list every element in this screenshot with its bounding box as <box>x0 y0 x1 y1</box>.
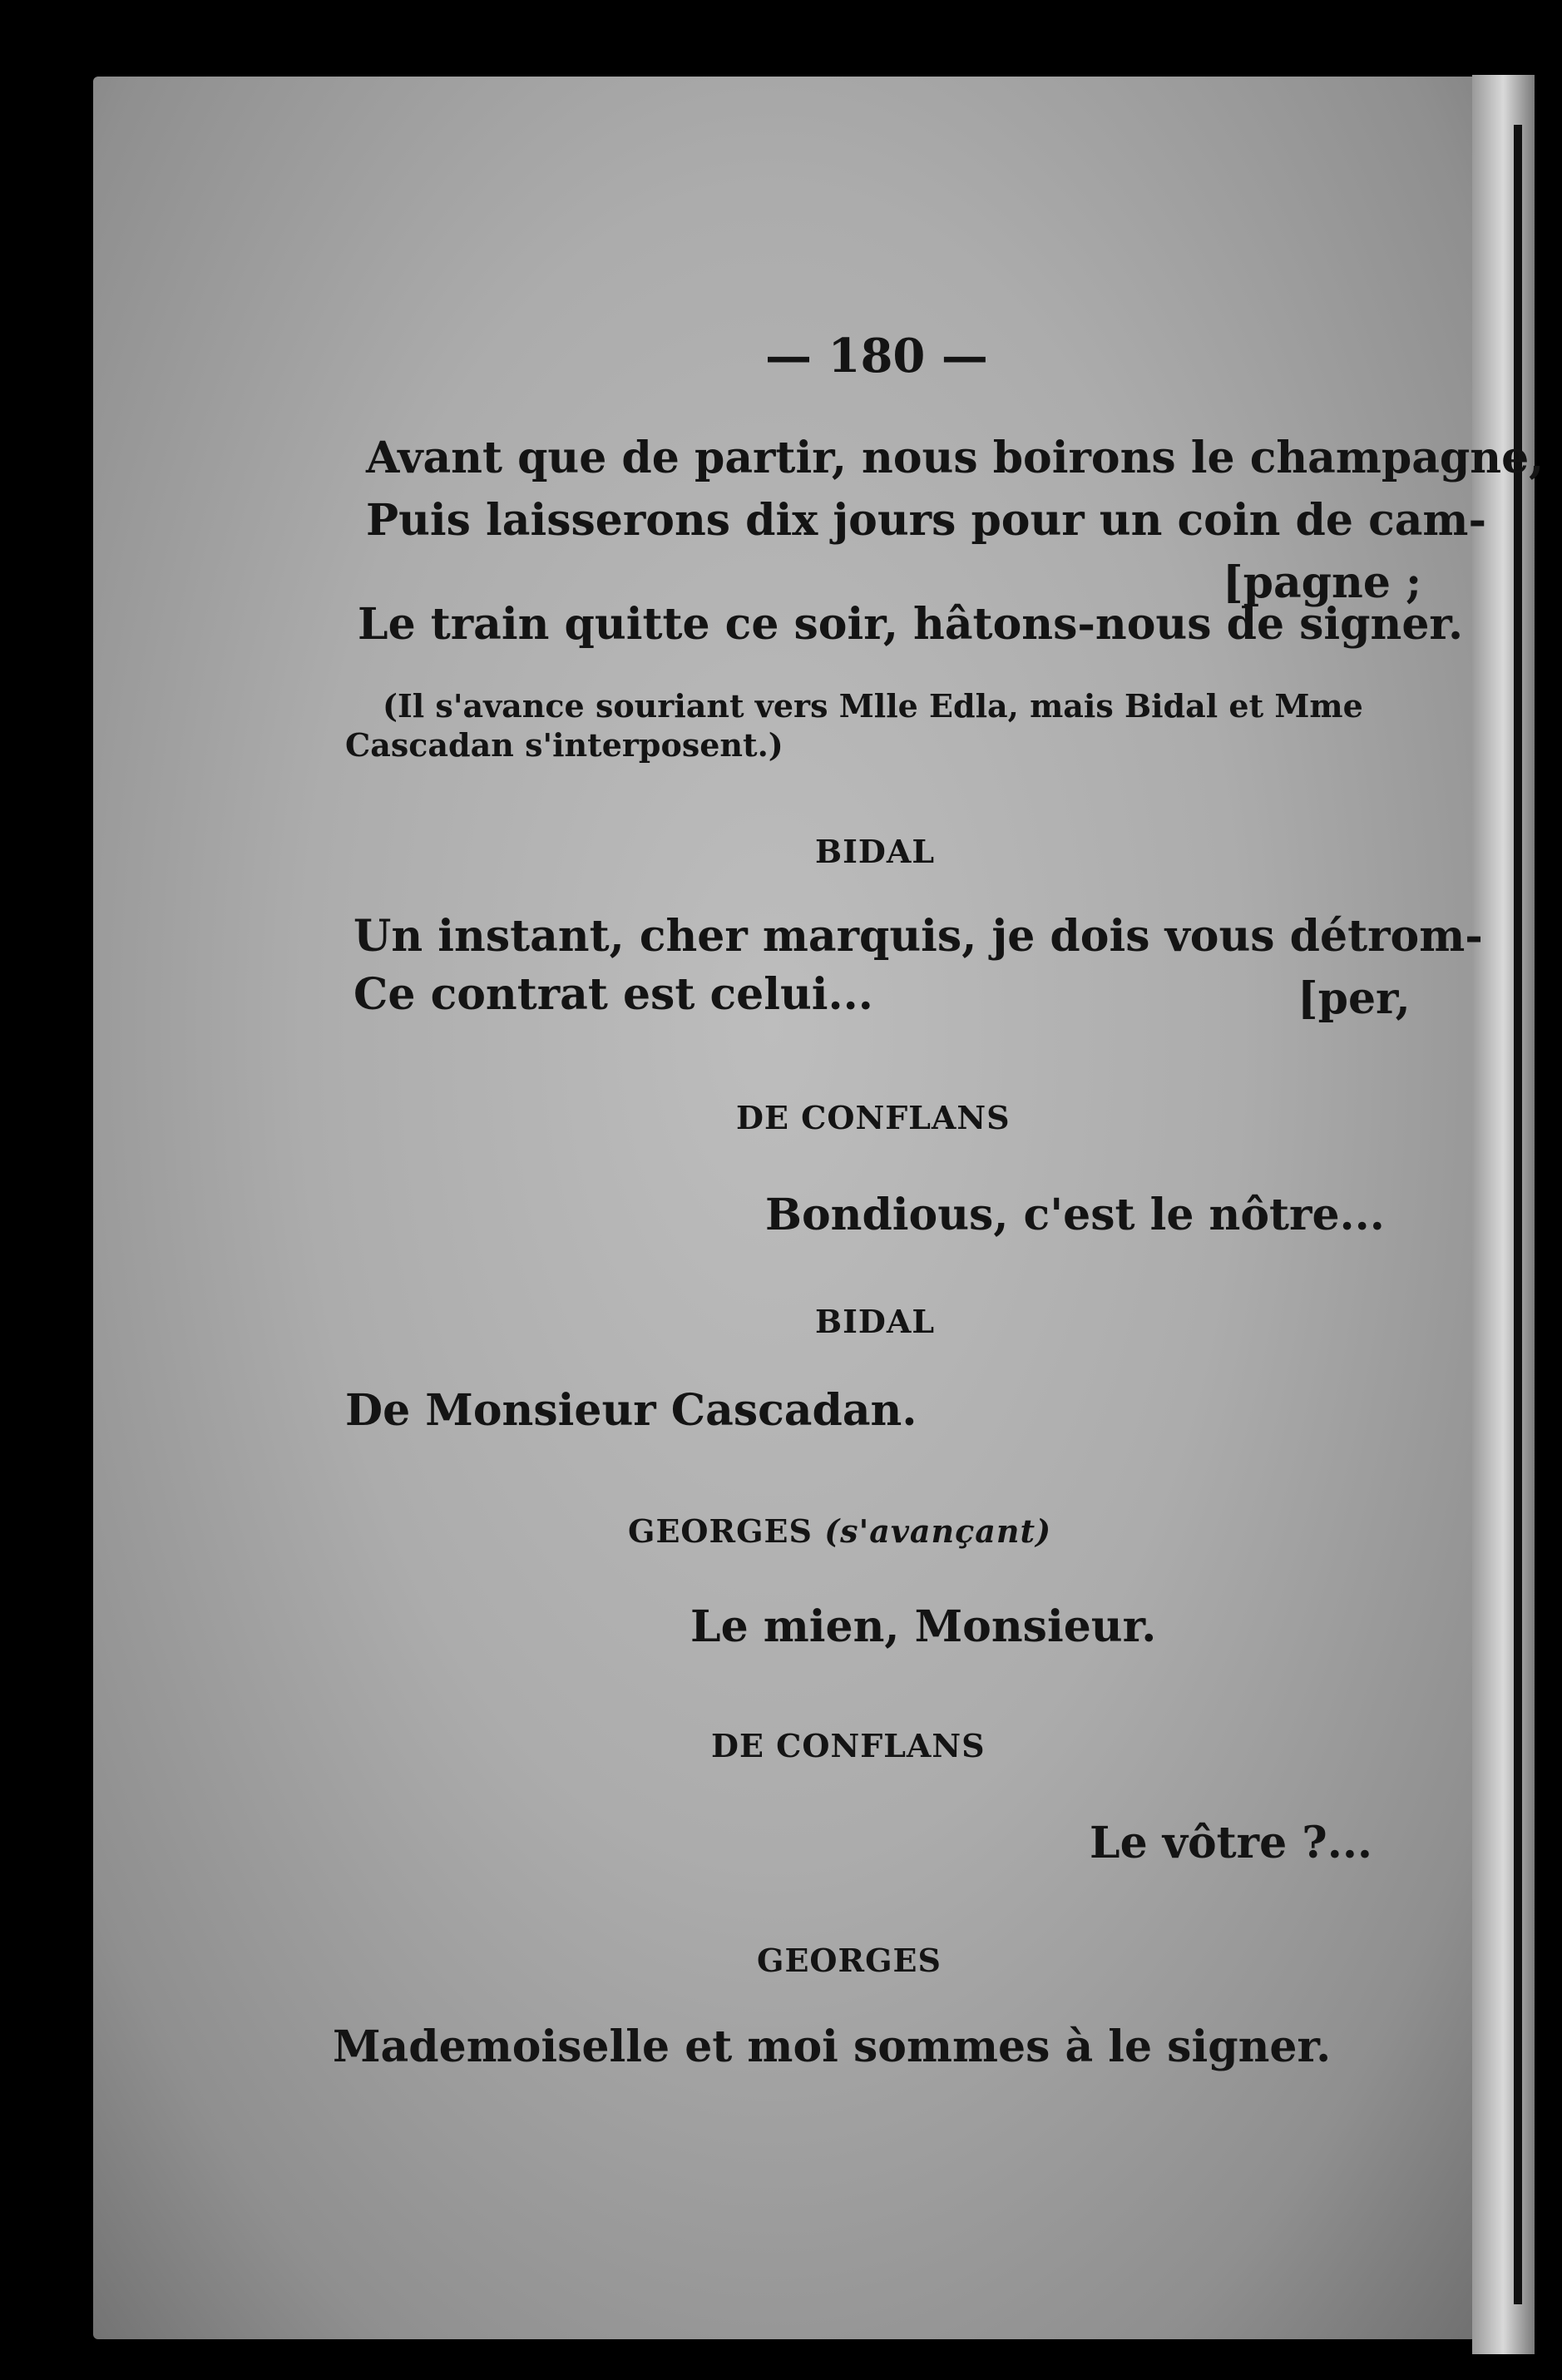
verse-line: De Monsieur Cascadan. <box>345 1385 917 1436</box>
verse-continuation: [per, <box>1298 973 1411 1024</box>
speaker-direction: (s'avançant) <box>824 1512 1052 1550</box>
verse-line: Puis laisserons dix jours pour un coin de cam- <box>366 495 1487 546</box>
speaker-name: GEORGES <box>628 1512 813 1550</box>
stage-direction: Cascadan s'interposent.) <box>345 726 783 764</box>
speaker-name: BIDAL <box>815 833 936 870</box>
verse-line: Avant que de partir, nous boirons le champagne, <box>366 433 1545 483</box>
speaker-name: GEORGES <box>757 1942 942 1979</box>
speaker-name: DE CONFLANS <box>711 1727 986 1764</box>
verse-continuation: [pagne ; <box>1223 557 1422 608</box>
verse-line: Le vôtre ?... <box>1090 1818 1373 1868</box>
verse-line: Bondious, c'est le nôtre... <box>765 1190 1385 1240</box>
verse-line: Le mien, Monsieur. <box>690 1601 1157 1652</box>
verse-line: Un instant, cher marquis, je dois vous détrom- <box>353 911 1483 962</box>
verse-line: Ce contrat est celui... <box>353 969 873 1020</box>
stage-direction: (Il s'avance souriant vers Mlle Edla, mais Bidal et Mme <box>383 687 1363 725</box>
page-number: — 180 — <box>765 329 988 383</box>
speaker-name: BIDAL <box>815 1303 936 1340</box>
speaker-with-direction <box>628 1512 1052 1550</box>
speaker-name: DE CONFLANS <box>736 1099 1011 1136</box>
verse-line: Mademoiselle et moi sommes à le signer. <box>333 2021 1332 2072</box>
verse-line: Le train quitte ce soir, hâtons-nous de signer. <box>358 599 1464 650</box>
